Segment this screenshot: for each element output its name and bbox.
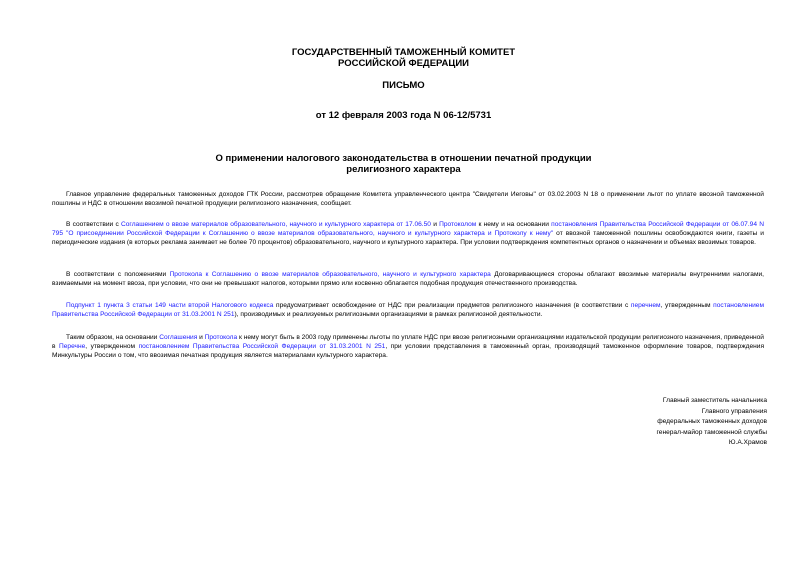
- paragraph-4: [52, 301, 764, 319]
- link-protocol[interactable]: Протоколом: [439, 221, 477, 228]
- paragraph-text: , утвержденном: [85, 343, 139, 351]
- paragraph-text: Договаривающиеся стороны облагают ввозимые материалы внутренними налогами, взимаемыми на момент ввоза, при условии, что они не превышают налогов, которыми прямо или косвенно облагается подобная продукция отечественного производства.: [52, 271, 764, 288]
- paragraph-3: [52, 270, 764, 288]
- paragraph-text: от ввозной таможенной пошлины освобождаются книги, газеты и периодические издания (в которых реклама занимает не более 70 процентов) образовательного, научного и культурного характера. При условии подтверждения компетентных органов о назначении и объемах ввозимых товаров.: [52, 230, 764, 247]
- signer-position-line2: Главного управления: [701, 407, 767, 415]
- link-tax-code-article-149[interactable]: Подпункт 1 пункта 3 статьи 149 части второй Налогового кодекса: [66, 302, 274, 309]
- paragraph-text: к нему и на основании: [476, 221, 552, 228]
- paragraph-1: [52, 190, 764, 208]
- signer-position-line3: федеральных таможенных доходов: [657, 418, 767, 425]
- link-list[interactable]: перечнем: [630, 302, 661, 309]
- link-government-decree-795[interactable]: постановления Правительства Российской Федерации от 06.07.94 N 795 "О присоединении Российской Федерации к Соглашению о ввозе материалов образовательного, научного и культурного характера и Протоколу к нему": [52, 221, 764, 238]
- link-list-2[interactable]: Перечне: [59, 343, 86, 351]
- title-line1: О применении налогового законодательства в отношении печатной продукции: [215, 153, 592, 164]
- link-protocol-to-agreement[interactable]: Протокола к Соглашению о ввозе материалов образовательного, научного и культурного характера: [169, 271, 491, 278]
- paragraph-text: и: [197, 334, 205, 341]
- title-line2: религиозного характера: [346, 164, 461, 175]
- paragraph-text: В соответствии с положениями: [66, 271, 170, 278]
- signer-rank: генерал-майор таможенной службы: [656, 428, 767, 436]
- paragraph-text: и: [430, 221, 440, 228]
- document-date-number: от 12 февраля 2003 года N 06-12/5731: [315, 110, 492, 121]
- paragraph-5: [52, 333, 764, 361]
- link-government-decree-251[interactable]: постановлением Правительства Российской Федерации от 31.03.2001 N 251: [52, 302, 765, 319]
- signer-position-line1: Главный заместитель начальника: [662, 397, 767, 404]
- paragraph-2: [52, 220, 764, 248]
- paragraph-text: Таким образом, на основании: [66, 334, 160, 341]
- committee-name-line2: РОССИЙСКОЙ ФЕДЕРАЦИИ: [337, 58, 469, 69]
- paragraph-text: , при условии представления в таможенный орган, производящий таможенное оформление товаров, подтверждения Минкультуры России о том, что ввозимая печатная продукция является материалами культурного характера.: [52, 343, 765, 360]
- paragraph-text: , утвержденным: [660, 302, 714, 309]
- signer-name: Ю.А.Храмов: [728, 439, 767, 446]
- paragraph-text: Главное управление федеральных таможенных доходов ГТК России, рассмотрев обращение Комитета управленческого центра "Свидетели Иеговы" от 03.02.2003 N 18 о применении льгот по уплате ввозной таможенной пошлины и НДС в отношении ввозимой печатной продукции религиозного назначения, сообщает.: [52, 191, 764, 208]
- paragraph-text: предусматривает освобождение от НДС при реализации предметов религиозного назначения (в соответствии с: [273, 302, 631, 309]
- paragraph-text: В соответствии с: [66, 221, 121, 228]
- paragraph-text: ), производимых и реализуемых религиозными организациями в рамках религиозной деятельности.: [234, 311, 543, 319]
- link-agreement-import-materials[interactable]: Соглашением о ввозе материалов образовательного, научного и культурного характера от 17.06.50: [121, 221, 431, 228]
- link-agreement[interactable]: Соглашения: [159, 334, 198, 341]
- document-type: ПИСЬМО: [382, 80, 425, 91]
- signature-block: [567, 396, 767, 449]
- committee-name-line1: ГОСУДАРСТВЕННЫЙ ТАМОЖЕННЫЙ КОМИТЕТ: [291, 47, 516, 58]
- link-protocol-2[interactable]: Протокола: [204, 334, 238, 341]
- link-government-decree-251-2[interactable]: постановлением Правительства Российской Федерации от 31.03.2001 N 251: [138, 343, 386, 351]
- paragraph-text: к нему могут быть в 2003 году применены льготы по уплате НДС при ввозе религиозными организациями издательской продукции религиозного назначения, приведенной в: [52, 334, 764, 351]
